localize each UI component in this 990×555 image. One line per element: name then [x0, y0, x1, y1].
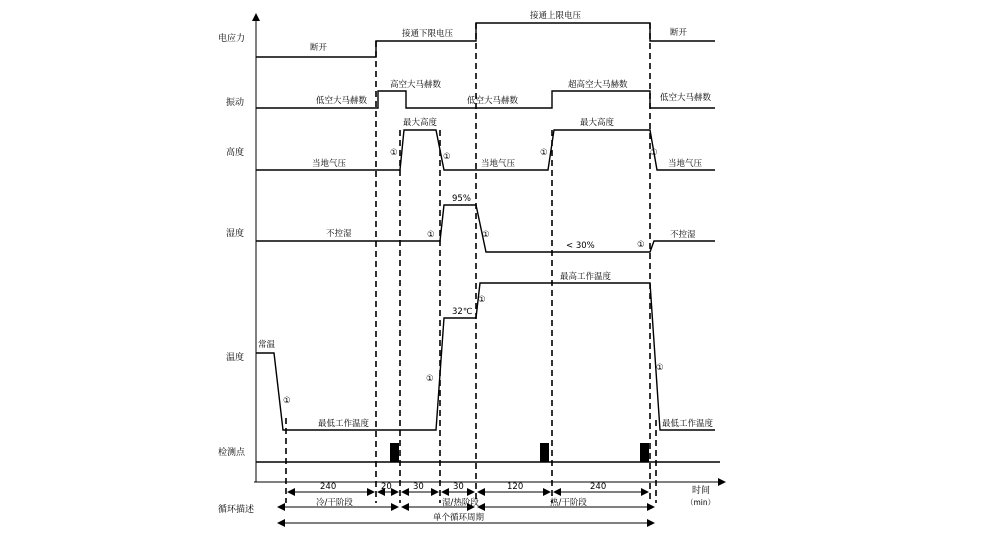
humidity-low-value-label: < 30% [566, 241, 595, 251]
temperature-max-label: 最高工作温度 [560, 272, 612, 282]
row-label-checkpoint: 检测点 [218, 448, 246, 458]
phase-humid-hot-label: 湿/热阶段 [442, 498, 479, 508]
phase-hot-dry-label: 热/干阶段 [550, 498, 587, 508]
altitude-max-label-2: 最大高度 [580, 118, 615, 128]
row-label-power: 电应力 [218, 34, 246, 44]
power-lower-voltage-label: 接通下限电压 [402, 29, 454, 39]
row-label-cycle: 循环描述 [218, 505, 255, 515]
marker-altitude-down-2: ① [650, 148, 658, 158]
marker-temperature-up-2: ① [478, 295, 486, 305]
checkpoint-marker-1 [390, 443, 399, 462]
phase-cold-dry-label: 冷/干阶段 [316, 498, 353, 508]
duration-label-2: 20 [381, 482, 392, 492]
marker-altitude-up-2: ① [540, 148, 548, 158]
vibration-low-mach-label-1: 低空大马赫数 [316, 96, 368, 106]
time-axis-label: 时间 [692, 486, 711, 496]
vibration-super-high-mach-label: 超高空大马赫数 [568, 80, 628, 90]
vibration-high-mach-label: 高空大马赫数 [390, 80, 442, 90]
single-cycle-label: 单个循环周期 [433, 513, 485, 523]
humidity-trace [256, 205, 715, 252]
marker-humidity-return: ① [637, 240, 645, 250]
temperature-mid-value-label: 32℃ [452, 307, 473, 317]
row-label-humidity: 湿度 [226, 229, 245, 239]
row-label-altitude: 高度 [226, 148, 245, 158]
duration-label-6: 240 [590, 482, 607, 492]
power-off-label-right: 断开 [670, 28, 688, 38]
marker-humidity-up: ① [427, 230, 435, 240]
duration-label-4: 30 [453, 482, 464, 492]
temperature-trace [256, 283, 715, 430]
altitude-max-label-1: 最大高度 [403, 118, 438, 128]
power-upper-voltage-label: 接通上限电压 [530, 11, 582, 21]
marker-temperature-down-2: ① [656, 363, 664, 373]
time-axis-unit: （min） [686, 498, 716, 507]
temperature-min-label-2: 最低工作温度 [662, 419, 714, 429]
duration-label-1: 240 [320, 482, 337, 492]
humidity-high-value-label: 95% [452, 194, 471, 204]
humidity-uncontrolled-label-2: 不控湿 [670, 230, 696, 240]
marker-temperature-down-1: ① [283, 396, 291, 406]
duration-label-5: 120 [507, 482, 524, 492]
temperature-ambient-label: 常温 [258, 340, 276, 350]
duration-label-3: 30 [413, 482, 424, 492]
marker-humidity-down: ① [482, 230, 490, 240]
row-label-vibration: 振动 [226, 98, 245, 108]
checkpoint-marker-2 [540, 443, 549, 462]
marker-altitude-up-1: ① [390, 148, 398, 158]
altitude-local-pressure-label-2: 当地气压 [481, 159, 516, 169]
humidity-uncontrolled-label-1: 不控湿 [326, 229, 352, 239]
row-label-temperature: 温度 [226, 353, 245, 363]
temperature-min-label-1: 最低工作温度 [318, 419, 370, 429]
vibration-low-mach-label-3: 低空大马赫数 [660, 93, 712, 103]
altitude-local-pressure-label-3: 当地气压 [668, 159, 703, 169]
marker-altitude-down-1: ① [443, 152, 451, 162]
power-off-label-left: 断开 [310, 43, 328, 53]
marker-temperature-up-1: ① [426, 374, 434, 384]
altitude-local-pressure-label-1: 当地气压 [312, 159, 347, 169]
checkpoint-marker-3 [640, 443, 649, 462]
vibration-low-mach-label-2: 低空大马赫数 [467, 96, 519, 106]
